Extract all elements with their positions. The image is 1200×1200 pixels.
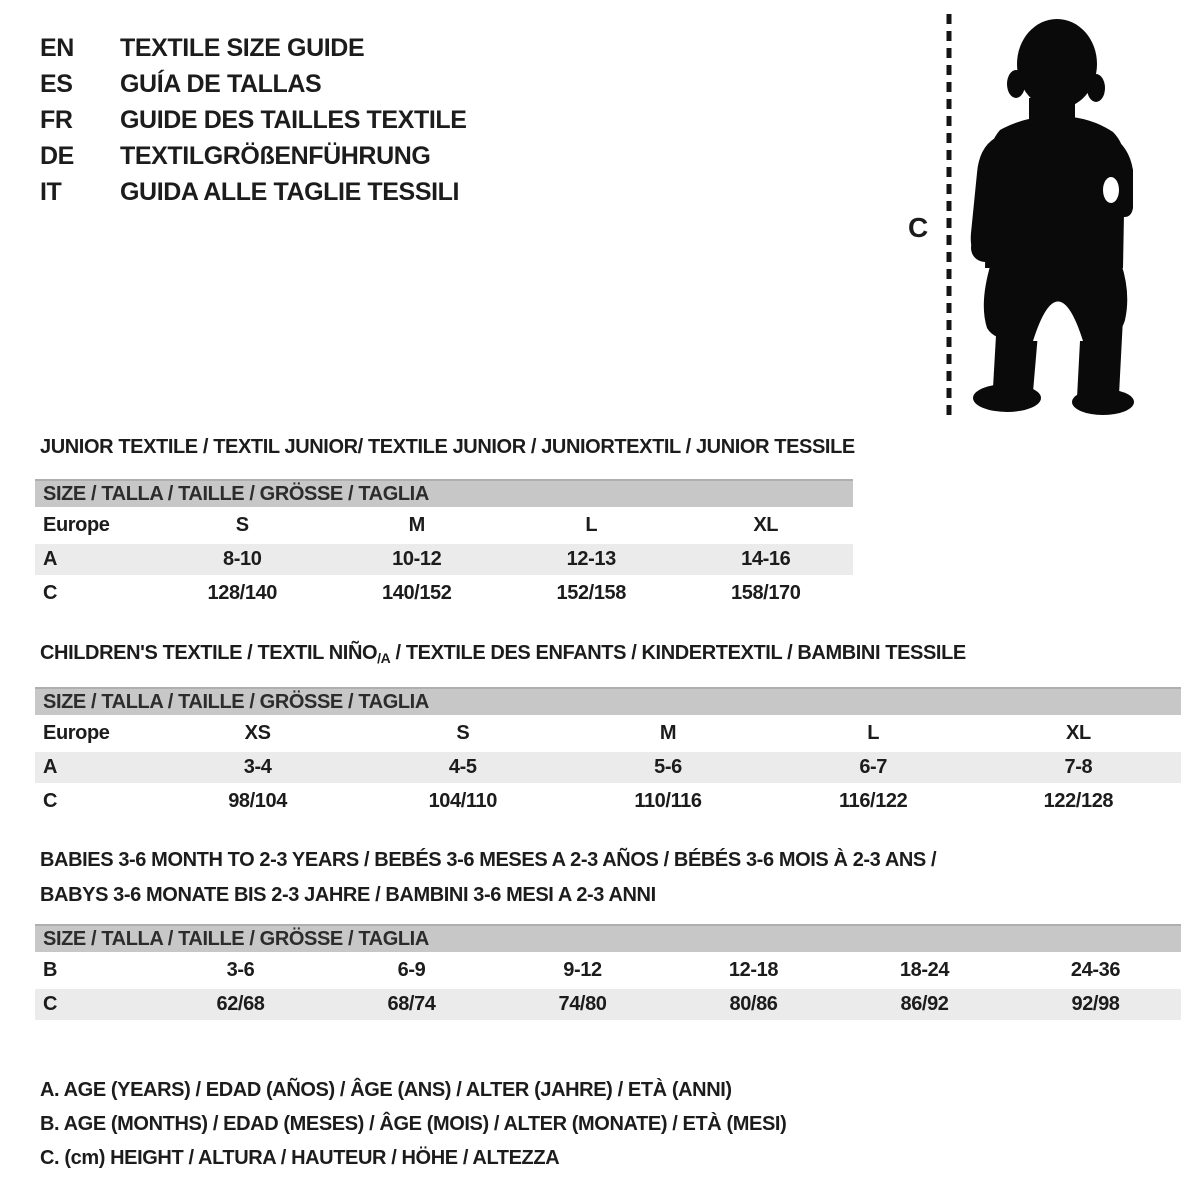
children-title-sub: /A xyxy=(377,650,391,666)
row-label: A xyxy=(43,548,58,570)
table-row-age-years xyxy=(35,752,1181,783)
language-code: FR xyxy=(40,105,73,134)
guide-title-fr: GUIDE DES TAILLES TEXTILE xyxy=(120,105,467,134)
height-measure-dashed-line xyxy=(946,14,952,418)
age-cell: 14-16 xyxy=(741,548,791,570)
babies-title-line-2: BABYS 3-6 MONATE BIS 2-3 JAHRE / BAMBINI 3-6 MESI A 2-3 ANNI xyxy=(40,884,656,906)
row-label: C xyxy=(43,582,58,604)
age-cell: 10-12 xyxy=(392,548,442,570)
size-cell: S xyxy=(235,514,249,536)
children-title-part: CHILDREN'S TEXTILE / TEXTIL NIÑO xyxy=(40,642,378,664)
age-cell: 3-6 xyxy=(226,959,255,981)
size-table-header: SIZE / TALLA / TAILLE / GRÖSSE / TAGLIA xyxy=(35,687,1181,715)
size-table-header: SIZE / TALLA / TAILLE / GRÖSSE / TAGLIA xyxy=(35,924,1181,952)
size-cell: S xyxy=(456,722,470,744)
age-cell: 6-9 xyxy=(397,959,426,981)
legend-line-a: A. AGE (YEARS) / EDAD (AÑOS) / ÂGE (ANS) / ALTER (JAHRE) / ETÀ (ANNI) xyxy=(40,1078,732,1101)
language-row-es xyxy=(40,66,467,102)
height-cell: 104/110 xyxy=(428,790,497,812)
height-cell: 122/128 xyxy=(1043,790,1114,812)
measure-legend xyxy=(40,1073,786,1175)
babies-title-line-1: BABIES 3-6 MONTH TO 2-3 YEARS / BEBÉS 3-6 MESES A 2-3 AÑOS / BÉBÉS 3-6 MOIS À 2-3 ANS / xyxy=(40,849,937,871)
age-cell: 8-10 xyxy=(223,548,262,570)
height-cell: 152/158 xyxy=(556,582,626,604)
row-label: C xyxy=(43,790,58,812)
age-cell: 6-7 xyxy=(859,756,888,778)
size-table-header: SIZE / TALLA / TAILLE / GRÖSSE / TAGLIA xyxy=(35,479,853,507)
height-cell: 92/98 xyxy=(1071,993,1120,1015)
height-cell: 68/74 xyxy=(387,993,436,1015)
size-cell: L xyxy=(867,722,880,744)
age-cell: 9-12 xyxy=(563,959,602,981)
row-label: A xyxy=(43,756,58,778)
language-code: ES xyxy=(40,69,73,98)
age-cell: 24-36 xyxy=(1070,959,1121,981)
size-cell: L xyxy=(585,514,598,536)
height-cell: 74/80 xyxy=(558,993,607,1015)
size-cell: XS xyxy=(244,722,271,744)
language-row-fr xyxy=(40,102,467,138)
row-label: C xyxy=(43,993,58,1015)
age-cell: 12-13 xyxy=(566,548,616,570)
language-row-en xyxy=(40,30,467,66)
height-cell: 62/68 xyxy=(216,993,265,1015)
height-cell: 158/170 xyxy=(731,582,801,604)
language-code: EN xyxy=(40,33,74,62)
age-cell: 4-5 xyxy=(448,756,477,778)
babies-size-table xyxy=(35,924,1181,1020)
height-cell: 98/104 xyxy=(228,790,287,812)
junior-size-table xyxy=(35,479,853,609)
children-title-part: / TEXTILE DES ENFANTS / KINDERTEXTIL / BAMBINI TESSILE xyxy=(390,642,966,664)
table-row-height-cm xyxy=(35,786,1181,817)
age-cell: 7-8 xyxy=(1064,756,1093,778)
table-row-europe xyxy=(35,718,1181,749)
table-row-age-months xyxy=(35,955,1181,986)
age-cell: 5-6 xyxy=(654,756,682,778)
size-cell: XL xyxy=(1066,722,1091,744)
guide-title-it: GUIDA ALLE TAGLIE TESSILI xyxy=(120,177,460,206)
table-row-height-cm xyxy=(35,989,1181,1020)
size-cell: XL xyxy=(753,514,779,536)
section-title-children xyxy=(40,642,966,665)
size-cell: M xyxy=(659,722,677,744)
language-code: DE xyxy=(40,141,74,170)
height-cell: 80/86 xyxy=(729,993,778,1015)
row-label: Europe xyxy=(43,514,110,536)
table-row-height-cm xyxy=(35,578,853,609)
language-title-list xyxy=(40,30,467,210)
height-measure-label: C xyxy=(908,212,928,243)
guide-title-en: TEXTILE SIZE GUIDE xyxy=(120,33,365,62)
height-cell: 110/116 xyxy=(634,790,702,812)
legend-line-c: C. (cm) HEIGHT / ALTURA / HAUTEUR / HÖHE / ALTEZZA xyxy=(40,1146,560,1169)
guide-title-de: TEXTILGRÖßENFÜHRUNG xyxy=(120,141,431,170)
size-cell: M xyxy=(408,514,425,536)
language-code: IT xyxy=(40,177,62,206)
age-cell: 12-18 xyxy=(728,959,779,981)
legend-line-b: B. AGE (MONTHS) / EDAD (MESES) / ÂGE (MOIS) / ALTER (MONATE) / ETÀ (MESI) xyxy=(40,1112,787,1135)
toddler-silhouette-icon xyxy=(965,18,1143,422)
children-size-table xyxy=(35,687,1181,817)
section-title-babies xyxy=(40,843,936,913)
table-row-age-years xyxy=(35,544,853,575)
age-cell: 18-24 xyxy=(899,959,950,981)
table-row-europe xyxy=(35,510,853,541)
height-cell: 116/122 xyxy=(838,790,908,812)
height-cell: 140/152 xyxy=(382,582,452,604)
height-cell: 128/140 xyxy=(207,582,277,604)
row-label: B xyxy=(43,959,58,981)
height-cell: 86/92 xyxy=(900,993,949,1015)
section-title-junior: JUNIOR TEXTILE / TEXTIL JUNIOR/ TEXTILE JUNIOR / JUNIORTEXTIL / JUNIOR TESSILE xyxy=(40,436,855,458)
guide-title-es: GUÍA DE TALLAS xyxy=(120,69,322,98)
language-row-it xyxy=(40,174,467,210)
age-cell: 3-4 xyxy=(243,756,272,778)
row-label: Europe xyxy=(43,722,110,744)
language-row-de xyxy=(40,138,467,174)
